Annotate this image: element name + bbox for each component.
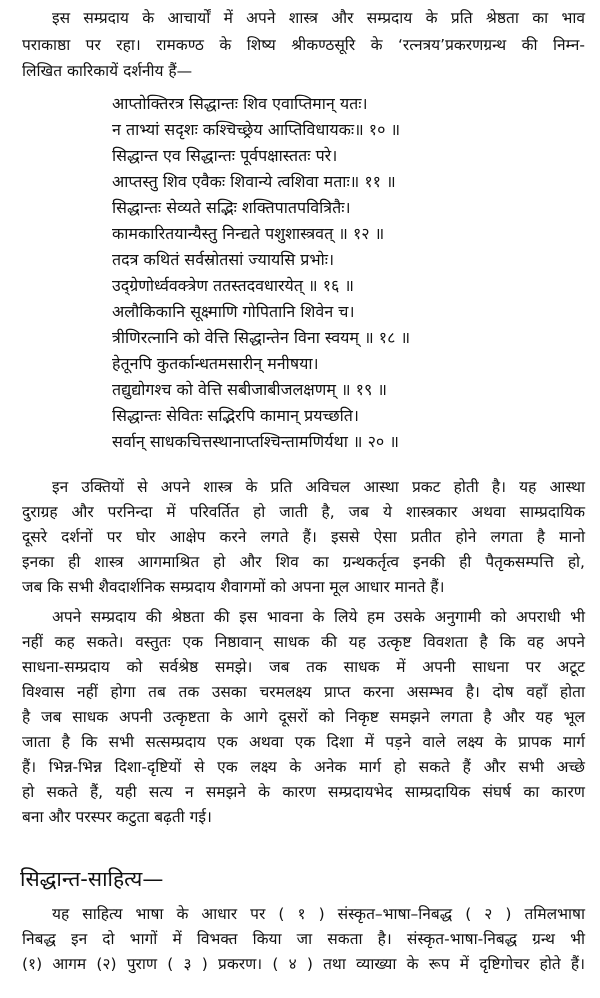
text-line: निबद्ध इन दो भागों में विभक्त किया जा सकता है। संस्कृत-भाषा-निबद्ध ग्रन्थ भी	[22, 930, 585, 948]
text-line: यह साहित्य भाषा के आधार पर ( १ ) संस्कृत–भाषा–निबद्ध ( २ ) तमिलभाषा	[52, 905, 585, 923]
section-heading: सिद्धान्त-साहित्य—	[20, 867, 164, 891]
verse-line: तदत्र कथितं सर्वस्रोतसां ज्यायसि प्रभोः।	[112, 250, 335, 269]
verse-line: सिद्धान्त एव सिद्धान्तः पूर्वपक्षास्ततः परे।	[112, 146, 338, 165]
verse-line: सिद्धान्तः सेव्यते सद्भिः शक्तिपातपवित्रितैः।	[112, 198, 351, 217]
text-line: इन उक्तियों से अपने शास्त्र के प्रति अविचल आस्था प्रकट होती है। यह आस्था	[52, 478, 585, 496]
verse-line: सिद्धान्तः सेवितः सद्भिरपि कामान् प्रयच्छति।	[112, 406, 359, 425]
text-line: लिखित कारिकायें दर्शनीय हैं—	[22, 62, 193, 80]
verse-line: आप्तोक्तिरत्र सिद्धान्तः शिव एवाप्तिमान् यतः।	[112, 94, 368, 113]
verse-line: न ताभ्यां सदृशः कश्चिच्छ्रेय आप्तिविधायकः॥ १० ॥	[112, 120, 401, 139]
verse-line: सर्वान् साधकचित्तस्थानाप्तश्चिन्तामणिर्यथा ॥ २० ॥	[112, 432, 399, 451]
text-line: दूसरे दर्शनों पर घोर आक्षेप करने लगते हैं। इससे ऐसा प्रतीत होने लगता है मानो	[22, 528, 585, 546]
verse-line: आप्तस्तु शिव एवैकः शिवान्ये त्वशिवा मताः॥ ११ ॥	[112, 172, 396, 191]
text-line: इनका ही शास्त्र आगमाश्रित हो और शिव का ग्रन्थकर्तृत्व इनकी ही पैतृकसम्पत्ति हो,	[22, 553, 585, 571]
text-line: साधना-सम्प्रदाय को सर्वश्रेष्ठ समझे। जब तक साधक में अपनी साधना पर अटूट	[22, 658, 585, 676]
text-line: अपने सम्प्रदाय की श्रेष्ठता की इस भावना के लिये हम उसके अनुगामी को अपराधी भी	[52, 608, 585, 626]
verse-line: हेतूनपि कुतर्कान्धतमसारीन् मनीषया।	[112, 354, 319, 373]
text-line: हैं। भिन्न-भिन्न दिशा-दृष्टियों से एक लक्ष्य के अनेक मार्ग हो सकते हैं और सभी अच्छे	[22, 758, 585, 776]
verse-line: उद्ग्रेणोर्ध्ववक्त्रेण ततस्तदवधारयेत् ॥ १६ ॥	[112, 276, 355, 295]
text-line: नहीं कह सकते। वस्तुतः एक निष्ठावान् साधक की यह उत्कृष्ट विवशता है कि वह अपने	[22, 633, 585, 651]
text-line: बना और परस्पर कटुता बढ़ती गई।	[22, 808, 212, 826]
text-line: इस सम्प्रदाय के आचार्यों में अपने शास्त्र और सम्प्रदाय के प्रति श्रेष्ठता का भाव	[52, 9, 585, 27]
verse-line: कामकारितयान्यैस्तु निन्द्यते पशुशास्त्रवत् ॥ १२ ॥	[112, 224, 385, 243]
text-line: दुराग्रह और परनिन्दा में परिवर्तित हो जाती है, जब ये शास्त्रकार अथवा साम्प्रदायिक	[22, 503, 585, 521]
text-line: हो सकते हैं, यही सत्य न समझने के कारण सम्प्रदायभेद साम्प्रदायिक संघर्ष का कारण	[22, 783, 585, 801]
text-line: जब कि सभी शैवदार्शनिक सम्प्रदाय शैवागमों को अपना मूल आधार मानते हैं।	[22, 578, 445, 596]
text-line: है जब साधक अपनी उत्कृष्टता के आगे दूसरों को निकृष्ट समझने लगता है और यह भूल	[22, 708, 585, 726]
text-line: जाता है कि सभी सत्सम्प्रदाय एक अथवा एक दिशा में पड़ने वाले लक्ष्य के प्रापक मार्ग	[22, 733, 585, 751]
text-line: विश्वास नहीं होगा तब तक उसका चरमलक्ष्य प्राप्त करना असम्भव है। दोष वहाँ होता	[22, 683, 585, 701]
verse-line: अलौकिकानि सूक्ष्माणि गोपितानि शिवेन च।	[112, 302, 355, 321]
verse-line: त्रीणिरत्नानि को वेत्ति सिद्धान्तेन विना स्वयम् ॥ १८ ॥	[112, 328, 411, 347]
verse-line: तद्युद्योगश्च को वेत्ति सबीजाबीजलक्षणम् ॥ १९ ॥	[112, 380, 387, 399]
text-line: पराकाष्ठा पर रहा। रामकण्ठ के शिष्य श्रीकण्ठसूरि के ‘रत्नत्रय’प्रकरणग्रन्थ की निम्न-	[22, 36, 585, 54]
text-line: (१) आगम (२) पुराण ( ३ ) प्रकरण। ( ४ ) तथा व्याख्या के रूप में दृष्टिगोचर होते हैं।	[22, 955, 585, 973]
